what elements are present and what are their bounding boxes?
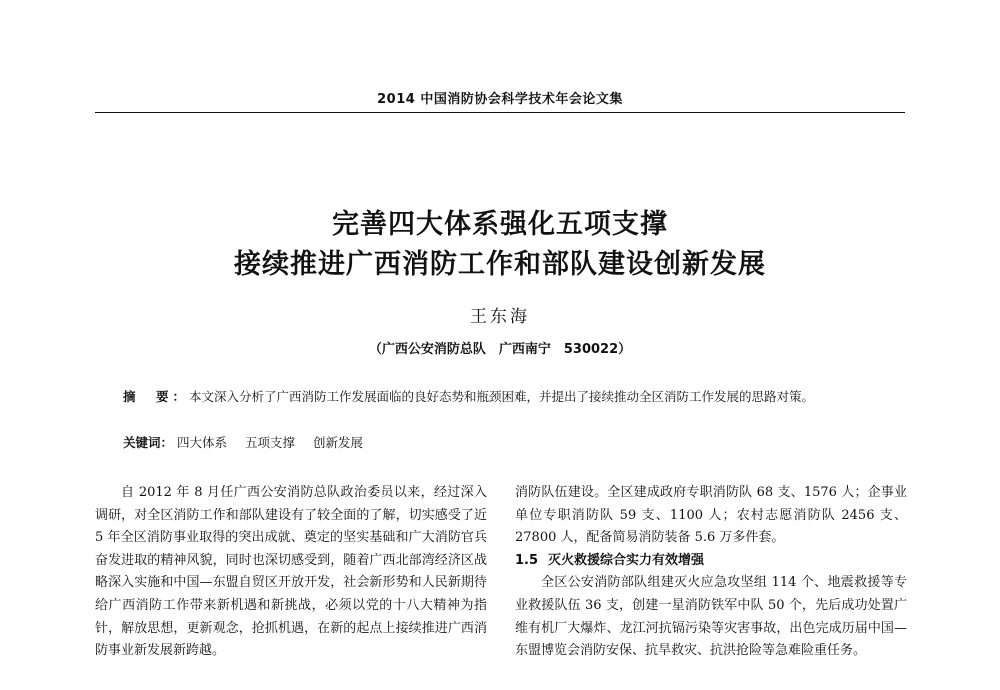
section-number: 1.5 (515, 552, 539, 568)
continued-paragraph: 消防队伍建设。全区建成政府专职消防队 68 支、1576 人；企事业单位专职消防队 59 支、1100 人；农村志愿消防队 2456 支、27800 人，配备简易消防装备 5.6 万多件套。 (515, 485, 907, 546)
header-rule (95, 112, 905, 113)
paper-title-line-1: 完善四大体系强化五项支撑 (332, 209, 668, 240)
keyword: 四大体系 (177, 435, 228, 450)
section-paragraph: 全区公安消防部队组建灭火应急攻坚组 114 个、地震救援等专业救援队伍 36 支，创建一星消防铁军中队 50 个，先后成功处置广维有机厂大爆炸、龙江河抗镉污染等灾害事故，出色完成历届中国—东盟博览会消防安保、抗旱救灾、抗洪抢险等急难险重任务。 (515, 575, 907, 659)
section-title: 灭火救援综合实力有效增强 (548, 552, 705, 568)
paper-title-line-2: 接续推进广西消防工作和部队建设创新发展 (234, 249, 766, 280)
running-header: 2014 中国消防协会科学技术年会论文集 (377, 92, 623, 107)
keywords-label: 关键词： (123, 435, 174, 450)
abstract-label: 摘 要： (123, 389, 190, 404)
keyword: 创新发展 (313, 435, 364, 450)
body-column-right (515, 482, 907, 663)
keyword: 五项支撑 (245, 435, 296, 450)
author-name: 王东海 (470, 307, 530, 327)
abstract-text: 本文深入分析了广西消防工作发展面临的良好态势和瓶颈困难，并提出了接续推动全区消防工作发展的思路对策。 (189, 389, 815, 404)
body-column-left (95, 482, 487, 663)
keywords (123, 432, 377, 454)
author-affiliation: （广西公安消防总队 广西南宁 530022） (368, 342, 632, 357)
section-heading (515, 550, 907, 573)
intro-paragraph: 自 2012 年 8 月任广西公安消防总队政治委员以来，经过深入调研，对全区消防工作和部队建设有了较全面的了解，切实感受了近 5 年全区消防事业取得的突出成就、奠定的坚实基础和广大消防官兵奋发进取的精神风貌，同时也深切感受到，随着广西北部湾经济区战略深入实施和中国—东盟自贸区开放开发，社会新形势和人民新期待给广西消防工作带来新机遇和新挑战，必须以党的十八大精神为指针，解放思想，更新观念，抢抓机遇，在新的起点上接续推进广西消防事业新发展新跨越。 (95, 485, 487, 659)
abstract (95, 386, 905, 408)
